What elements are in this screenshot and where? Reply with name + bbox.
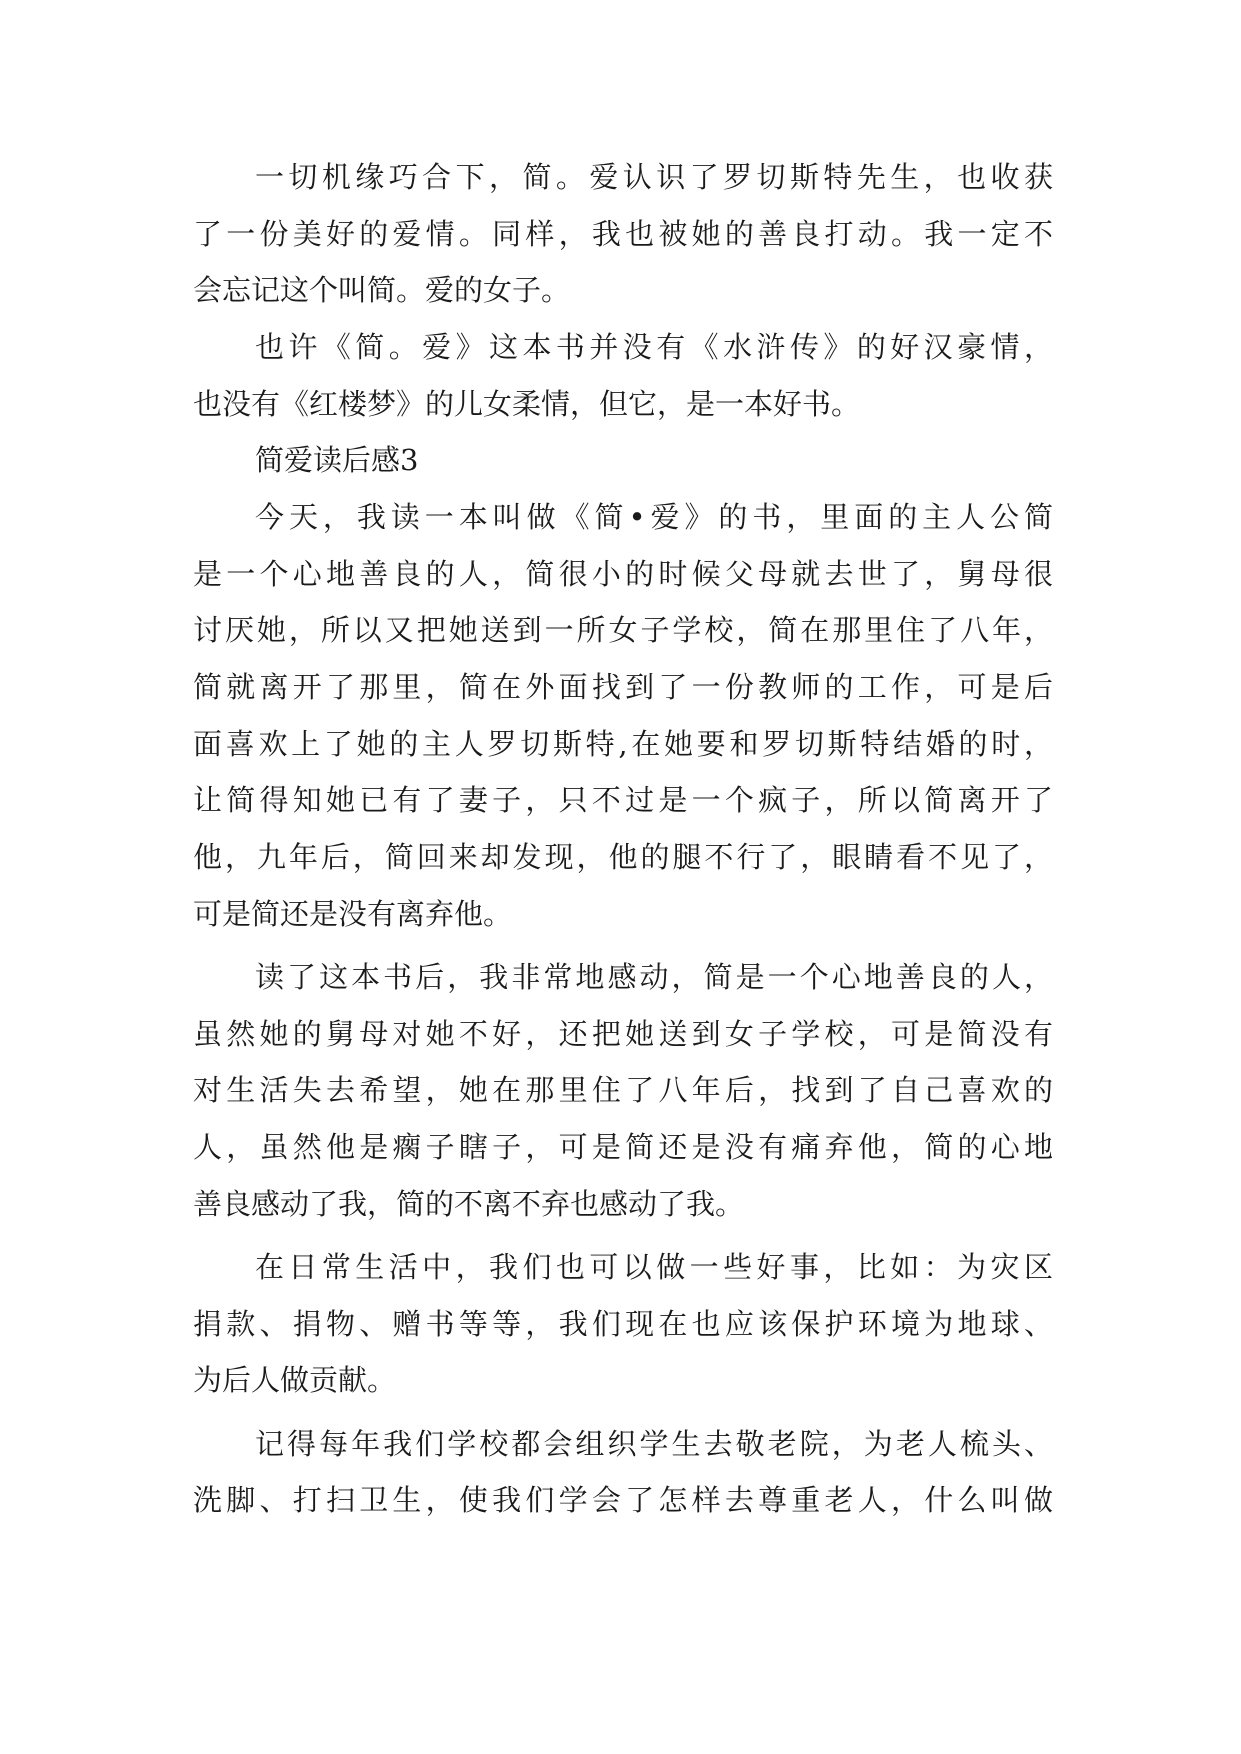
text-line: 在日常生活中，我们也可以做一些好事，比如：为灾区	[255, 1250, 1053, 1284]
text-line: 善良感动了我，简的不离不弃也感动了我。	[193, 1187, 745, 1221]
text-line: 人，虽然他是瘸子瞎子，可是简还是没有痛弃他，简的心地	[193, 1130, 1053, 1164]
text-line: 也没有《红楼梦》的儿女柔情，但它，是一本好书。	[193, 387, 861, 421]
text-line: 面喜欢上了她的主人罗切斯特,在她要和罗切斯特结婚的时，	[193, 727, 1053, 761]
text-line: 简就离开了那里，简在外面找到了一份教师的工作，可是后	[193, 670, 1053, 704]
text-line: 一切机缘巧合下，简。爱认识了罗切斯特先生，也收获	[255, 160, 1053, 194]
text-line: 讨厌她，所以又把她送到一所女子学校，简在那里住了八年，	[193, 613, 1053, 647]
text-line: 他，九年后，简回来却发现，他的腿不行了，眼睛看不见了，	[193, 840, 1053, 874]
text-line: 会忘记这个叫简。爱的女子。	[193, 273, 571, 307]
text-line: 也许《简。爱》这本书并没有《水浒传》的好汉豪情，	[255, 330, 1053, 364]
text-line: 是一个心地善良的人，简很小的时候父母就去世了，舅母很	[193, 557, 1053, 591]
text-line: 洗脚、打扫卫生，使我们学会了怎样去尊重老人，什么叫做	[193, 1483, 1053, 1517]
text-line: 读了这本书后，我非常地感动，简是一个心地善良的人，	[255, 960, 1053, 994]
text-line: 可是简还是没有离弃他。	[193, 897, 513, 931]
text-line: 虽然她的舅母对她不好，还把她送到女子学校，可是简没有	[193, 1017, 1053, 1051]
text-line: 对生活失去希望，她在那里住了八年后，找到了自己喜欢的	[193, 1073, 1053, 1107]
text-line: 记得每年我们学校都会组织学生去敬老院，为老人梳头、	[255, 1427, 1053, 1461]
section-heading: 简爱读后感3	[255, 443, 419, 477]
text-line: 今天，我读一本叫做《简•爱》的书，里面的主人公简	[255, 500, 1053, 534]
text-line: 让简得知她已有了妻子，只不过是一个疯子，所以简离开了	[193, 783, 1053, 817]
text-line: 了一份美好的爱情。同样，我也被她的善良打动。我一定不	[193, 217, 1053, 251]
text-line: 捐款、捐物、赠书等等，我们现在也应该保护环境为地球、	[193, 1307, 1053, 1341]
text-line: 为后人做贡献。	[193, 1363, 397, 1397]
